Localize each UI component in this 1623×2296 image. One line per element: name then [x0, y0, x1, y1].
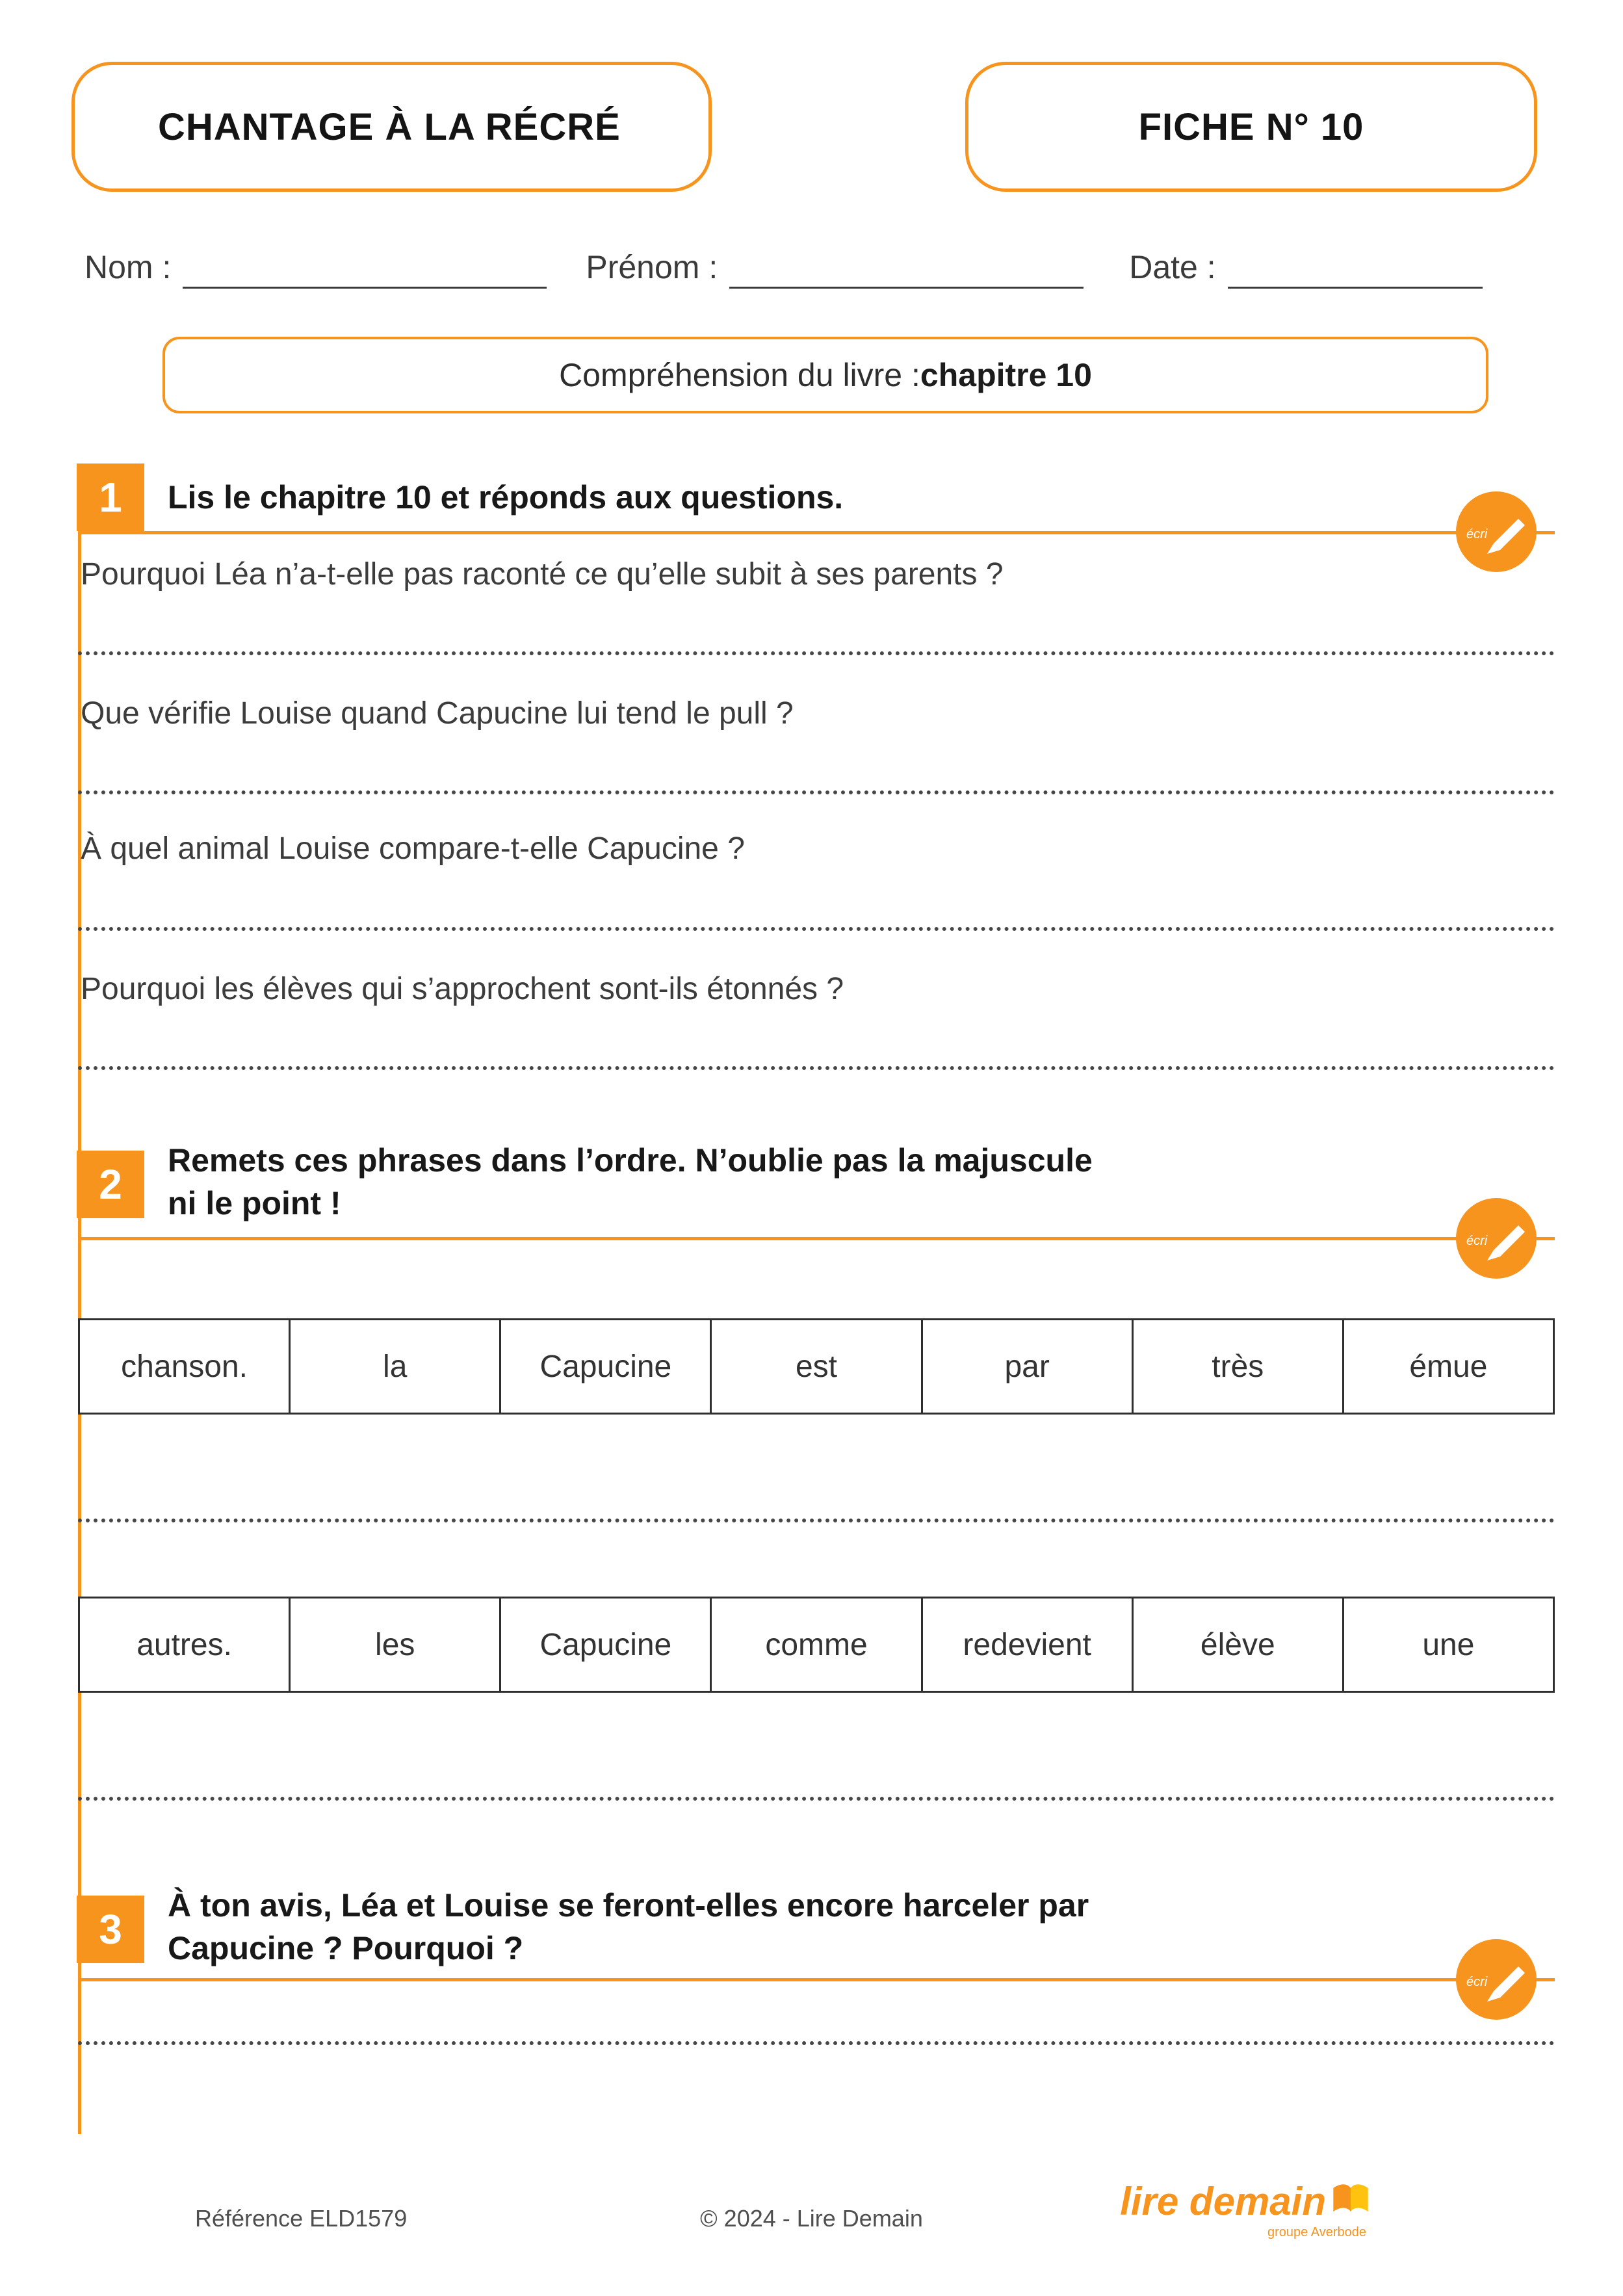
word-cell: par [921, 1318, 1134, 1415]
open-book-icon [1330, 2182, 1371, 2221]
section-3-rule [78, 1978, 1555, 1981]
section-1-rule [78, 531, 1555, 534]
answer-line-1 [78, 651, 1555, 655]
word-cell: est [710, 1318, 922, 1415]
section-3-title-line1: À ton avis, Léa et Louise se feront-elles encore harceler par [168, 1887, 1089, 1924]
word-cell: émue [1342, 1318, 1555, 1415]
svg-text:écri: écri [1466, 527, 1488, 541]
word-cell: très [1132, 1318, 1344, 1415]
section-2-title [168, 1139, 1093, 1225]
scrambled-sentence-row-2 [78, 1597, 1555, 1693]
question-2: Que vérifie Louise quand Capucine lui tend le pull ? [81, 696, 794, 731]
question-4: Pourquoi les élèves qui s’approchent sont-ils étonnés ? [81, 972, 844, 1006]
section-3-number: 3 [77, 1896, 144, 1963]
section-3-title [168, 1884, 1089, 1970]
scrambled-sentence-row-1 [78, 1318, 1555, 1415]
banner-text: Compréhension du livre : [559, 357, 920, 393]
section-2-number: 2 [77, 1151, 144, 1218]
word-cell: élève [1132, 1597, 1344, 1693]
writing-hand-icon [1456, 1198, 1537, 1279]
word-cell: redevient [921, 1597, 1134, 1693]
word-cell: chanson. [78, 1318, 291, 1415]
answer-line-4 [78, 1066, 1555, 1070]
word-cell: Capucine [499, 1318, 712, 1415]
chapter-banner [162, 337, 1488, 413]
book-title: CHANTAGE À LA RÉCRÉ [158, 105, 621, 148]
name-write-line [183, 250, 547, 289]
identity-row [84, 248, 1555, 289]
date-label: Date : [1129, 249, 1216, 285]
word-cell: comme [710, 1597, 922, 1693]
footer-copyright: © 2024 - Lire Demain [700, 2205, 923, 2232]
answer-line-3 [78, 927, 1555, 931]
sheet-number-box [965, 62, 1537, 192]
banner-chapter: chapitre 10 [920, 357, 1092, 393]
publisher-logo-subtext: groupe Averbode [1267, 2225, 1366, 2239]
answer-line-5 [78, 1519, 1555, 1522]
publisher-logo [1098, 2179, 1371, 2240]
word-cell: Capucine [499, 1597, 712, 1693]
question-1: Pourquoi Léa n’a-t-elle pas raconté ce qu’elle subit à ses parents ? [81, 557, 1004, 592]
word-cell: les [289, 1597, 501, 1693]
question-3: À quel animal Louise compare-t-elle Capucine ? [81, 831, 745, 866]
date-write-line [1228, 250, 1483, 289]
sheet-number: FICHE N° 10 [1138, 105, 1364, 148]
answer-line-2 [78, 790, 1555, 794]
word-cell: la [289, 1318, 501, 1415]
svg-text:écri: écri [1466, 1234, 1488, 1248]
section-2-title-line2: ni le point ! [168, 1185, 341, 1221]
footer-reference: Référence ELD1579 [195, 2205, 408, 2232]
answer-line-6 [78, 1797, 1555, 1801]
firstname-write-line [729, 250, 1084, 289]
section-3-title-line2: Capucine ? Pourquoi ? [168, 1930, 524, 1966]
section-2-title-line1: Remets ces phrases dans l’ordre. N’oublie pas la majuscule [168, 1142, 1093, 1179]
section-2-rule [78, 1237, 1555, 1240]
section-1-title: Lis le chapitre 10 et réponds aux questions. [168, 479, 844, 515]
svg-text:écri: écri [1466, 1975, 1488, 1989]
answer-line-7 [78, 2041, 1555, 2045]
word-cell: autres. [78, 1597, 291, 1693]
book-title-box [71, 62, 712, 192]
word-cell: une [1342, 1597, 1555, 1693]
firstname-label: Prénom : [586, 249, 718, 285]
writing-hand-icon [1456, 1939, 1537, 2020]
name-label: Nom : [84, 249, 172, 285]
section-1-number: 1 [77, 463, 144, 531]
publisher-logo-text: lire demain [1120, 2180, 1326, 2223]
